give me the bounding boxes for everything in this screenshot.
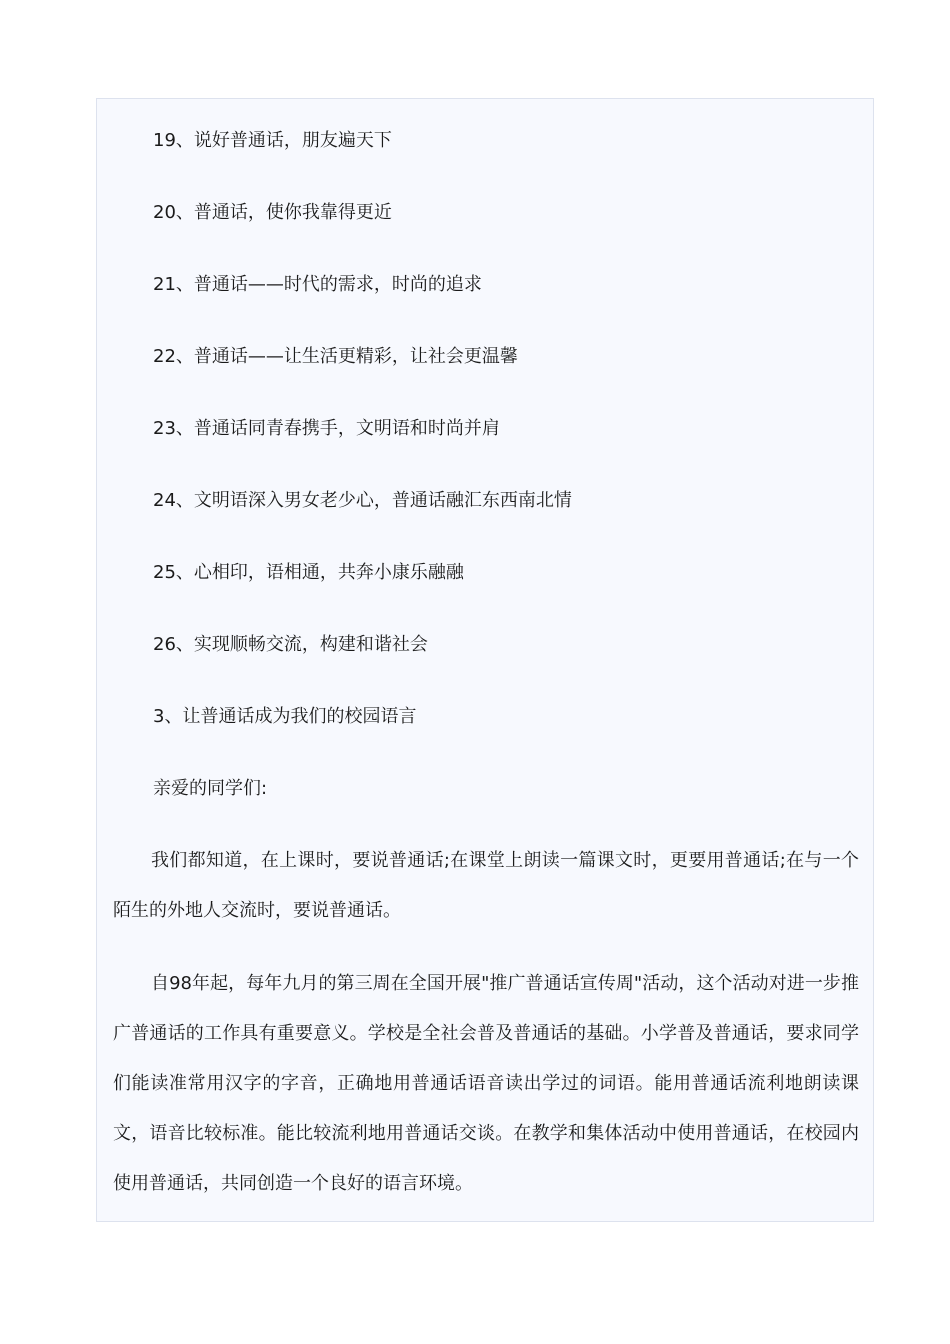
slogan-line: 23、普通话同青春携手，文明语和时尚并肩 [153,418,500,439]
slogan-line: 20、普通话，使你我靠得更近 [153,202,392,223]
slogan-line: 22、普通话——让生活更精彩，让社会更温馨 [153,346,518,367]
article-heading: 3、让普通话成为我们的校园语言 [153,706,417,727]
slogan-line: 19、说好普通话，朋友遍天下 [153,130,392,151]
slogan-line: 26、实现顺畅交流，构建和谐社会 [153,634,428,655]
greeting: 亲爱的同学们: [153,778,268,799]
slogan-line: 25、心相印，语相通，共奔小康乐融融 [153,562,464,583]
body-paragraph: 自98年起，每年九月的第三周在全国开展"推广普通话宣传周"活动，这个活动对进一步推广普通话的工作具有重要意义。学校是全社会普及普通话的基础。小学普及普通话，要求同学们能读准常用汉字的字音，正确地用普通话语音读出学过的词语。能用普通话流利地朗读课文，语音比较标准。能比较流利地用普通话交谈。在教学和集体活动中使用普通话，在校园内使用普通话，共同创造一个良好的语言环境。 [113,973,859,1194]
document-page [96,98,874,1222]
slogan-line: 21、普通话——时代的需求，时尚的追求 [153,274,482,295]
slogan-line: 24、文明语深入男女老少心，普通话融汇东西南北情 [153,490,572,511]
body-paragraph: 我们都知道，在上课时，要说普通话;在课堂上朗读一篇课文时，更要用普通话;在与一个陌生的外地人交流时，要说普通话。 [113,850,859,921]
